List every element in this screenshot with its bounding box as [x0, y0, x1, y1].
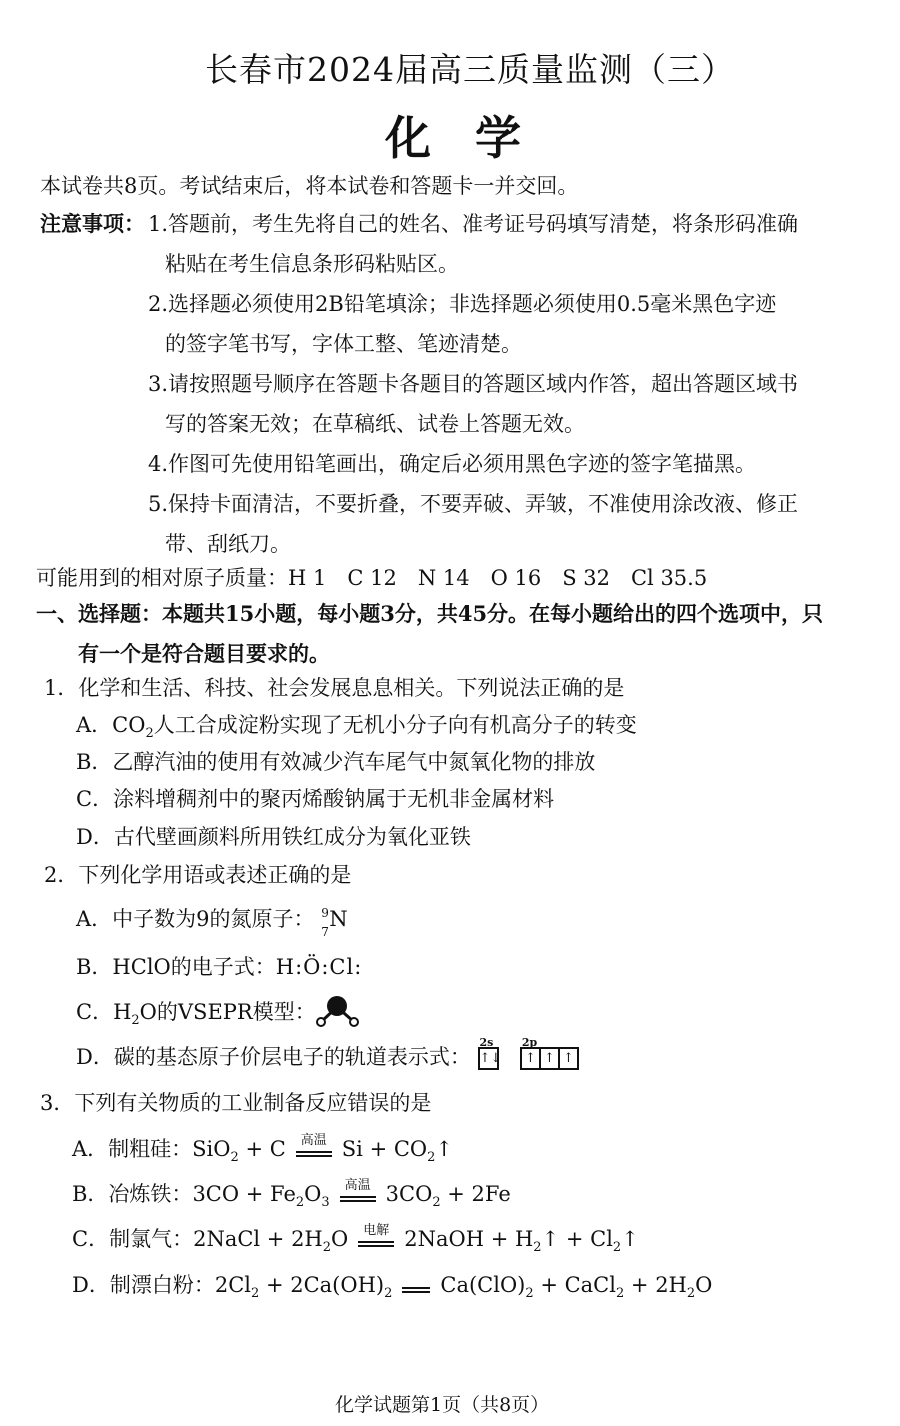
- q3-option-b: B．冶炼铁：$3CO + Fe_2O_3$ 高温 $3CO_2 + 2Fe$: [72, 1177, 511, 1211]
- electron-formula: H:Ö:Cl:: [275, 955, 363, 979]
- subject-title: 化学: [385, 111, 565, 165]
- q3-stem: 3．下列有关物质的工业制备反应错误的是: [40, 1091, 432, 1115]
- reaction-arrow: 高温: [292, 1138, 336, 1164]
- q1-stem: 1．化学和生活、科技、社会发展息息相关。下列说法正确的是: [44, 676, 625, 700]
- section-heading: 一、选择题：本题共15小题，每小题3分，共45分。在每小题给出的四个选项中，只: [36, 601, 824, 626]
- reaction-arrow: 高温: [336, 1183, 380, 1209]
- q3-option-c: C．制氯气：2NaCl + $2H_2O$ 电解 2NaOH + $H_2↑$ + $Cl_2↑$: [72, 1222, 639, 1256]
- q2-option-d: D．碳的基态原子价层电子的轨道表示式： 2s ↑↓ 2p ↑ ↑ ↑: [76, 1044, 579, 1070]
- orbital-2p-box: ↑: [560, 1047, 579, 1070]
- notice-item-1: 1.答题前，考生先将自己的姓名、准考证号码填写清楚，将条形码准确: [148, 212, 799, 236]
- q3-option-a: A．制粗硅：SiO$_2$ + C 高温 $Si + CO_2↑$: [72, 1132, 454, 1166]
- page-footer: 化学试题第1页（共8页）: [335, 1394, 550, 1416]
- q2-option-c: C．$H_2O$的VSEPR模型：: [76, 1000, 316, 1029]
- q2-option-a: A．中子数为9的氮原子： 9 7 N: [76, 906, 348, 939]
- orbital-2p-box: ↑: [541, 1047, 560, 1070]
- q1-option-d: D．古代壁画颜料所用铁红成分为氧化亚铁: [76, 825, 471, 849]
- intro-text: 本试卷共8页。考试结束后，将本试卷和答题卡一并交回。: [40, 174, 579, 198]
- q2-stem: 2．下列化学用语或表述正确的是: [44, 863, 352, 887]
- q1-option-c: C．涂料增稠剂中的聚丙烯酸钠属于无机非金属材料: [76, 787, 555, 811]
- atomic-masses: 可能用到的相对原子质量：H 1 C 12 N 14 O 16 S 32 Cl 35.5: [36, 566, 708, 590]
- vsepr-model-icon: [313, 993, 361, 1029]
- notice-item-3-cont: 写的答案无效；在草稿纸、试卷上答题无效。: [165, 412, 585, 436]
- notice-item-2-cont: 的签字笔书写，字体工整、笔迹清楚。: [165, 332, 522, 356]
- exam-title: 长春市2024届高三质量监测（三）: [205, 50, 735, 89]
- nuclide-notation: 9 7 N: [321, 906, 348, 939]
- reaction-arrow: [398, 1274, 434, 1300]
- notice-item-4: 4.作图可先使用铅笔画出，确定后必须用黑色字迹的签字笔描黑。: [148, 452, 757, 476]
- notice-item-3: 3.请按照题号顺序在答题卡各题目的答题区域内作答，超出答题区域书: [148, 372, 799, 396]
- notice-item-5-cont: 带、刮纸刀。: [165, 532, 291, 556]
- notice-item-1-cont: 粘贴在考生信息条形码粘贴区。: [165, 252, 459, 276]
- notice-item-5: 5.保持卡面清洁，不要折叠，不要弄破、弄皱，不准使用涂改液、修正: [148, 492, 799, 516]
- notice-item-2: 2.选择题必须使用2B铅笔填涂；非选择题必须使用0.5毫米黑色字迹: [148, 292, 777, 316]
- q3-option-d: D．制漂白粉：$2Cl_2 + 2Ca(OH)_2$ $Ca(ClO)_2$ + CaCl$_2$ + $2H_2O$: [72, 1273, 713, 1302]
- section-heading-cont: 有一个是符合题目要求的。: [78, 641, 330, 666]
- orbital-2p-box: 2p ↑: [520, 1047, 541, 1070]
- q1-option-b: B．乙醇汽油的使用有效减少汽车尾气中氮氧化物的排放: [76, 750, 596, 774]
- orbital-2s-box: 2s ↑↓: [478, 1047, 499, 1070]
- q1-option-a: A．$CO_2$人工合成淀粉实现了无机小分子向有机高分子的转变: [76, 713, 637, 742]
- reaction-arrow: 电解: [354, 1228, 398, 1254]
- q2-option-b: B．HClO的电子式：H:Ö:Cl:: [76, 955, 363, 979]
- notice-label: 注意事项：: [40, 211, 145, 236]
